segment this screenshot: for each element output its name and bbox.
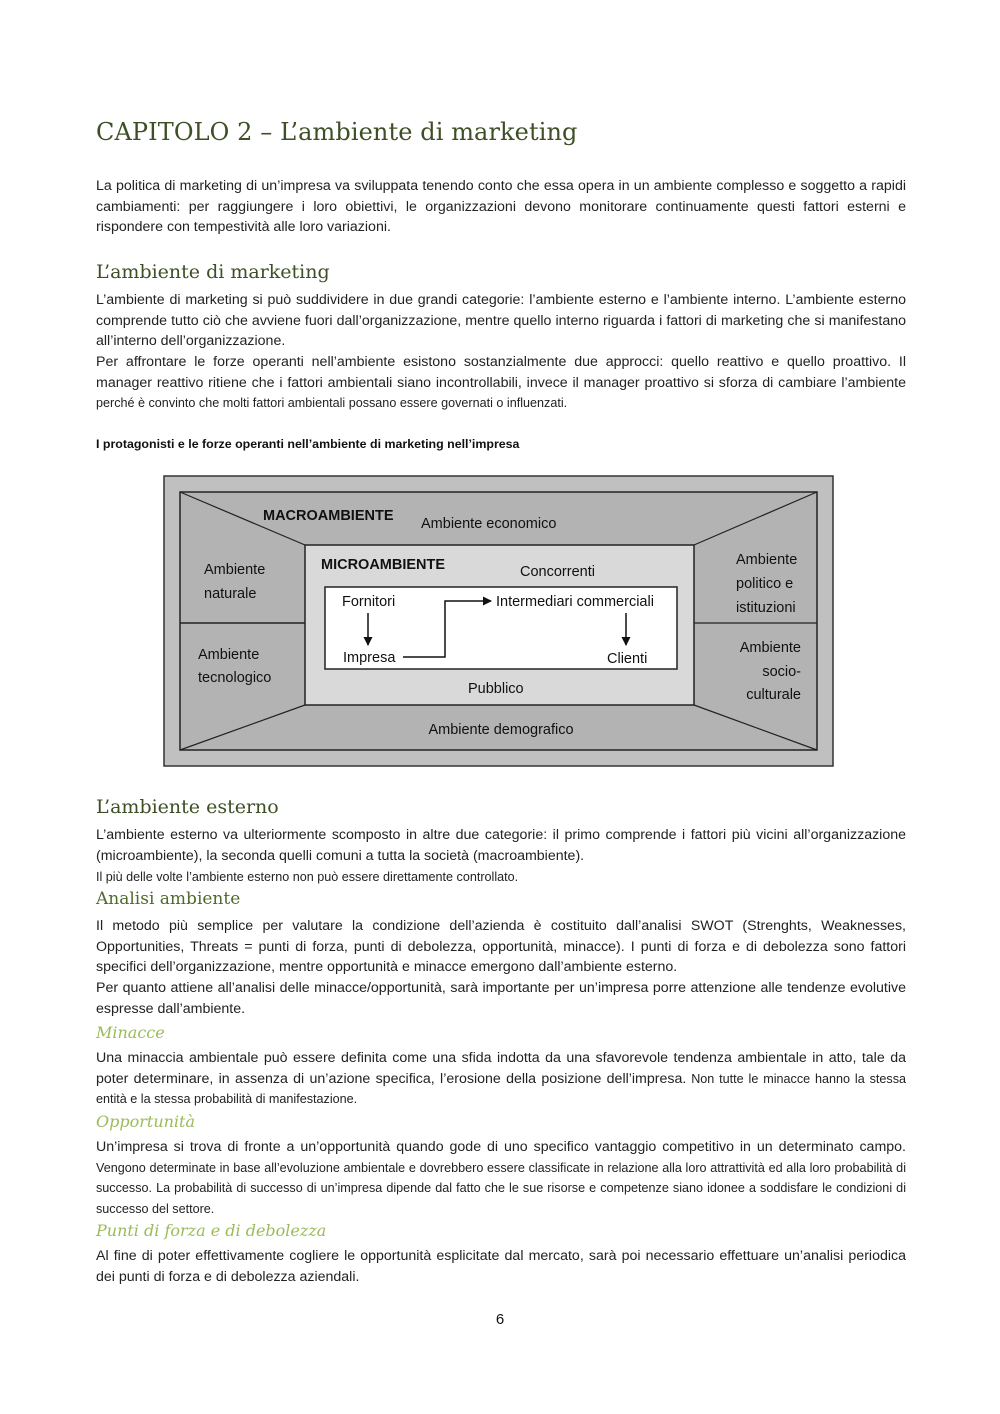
label-concorrenti: Concorrenti <box>520 564 595 580</box>
label-clienti: Clienti <box>607 651 648 667</box>
label-ambiente-tecnologico-2: tecnologico <box>198 670 272 686</box>
paragraph-ambiente-marketing-1: L’ambiente di marketing si può suddividere in due grandi categorie: l’ambiente esterno e l’ambiente interno. L’ambiente esterno comprende tutto ciò che avviene fuori dall’organizzazione, mentre quello interno riguarda i fattori di marketing che si manifestano all’interno dell’organizzazione. <box>96 292 906 349</box>
paragraph-analisi-2: Per quanto attiene all’analisi delle minacce/opportunità, sarà importante per un’impresa porre attenzione alle tendenze evolutive espresse dall’ambiente. <box>96 980 906 1017</box>
section-title-minacce: Minacce <box>96 1023 165 1042</box>
paragraph-ambiente-marketing-2-small: perché è convinto che molti fattori ambientali possano essere governati o influenzati. <box>96 396 568 410</box>
paragraph-minacce-small: Non tutte le minacce hanno la stessa entità e la stessa probabilità di manifestazione. <box>96 1071 906 1106</box>
page-number: 6 <box>495 1311 505 1328</box>
section-title-ambiente-esterno: L’ambiente esterno <box>96 796 279 818</box>
paragraph-opportunita <box>96 1137 906 1219</box>
label-pubblico: Pubblico <box>468 681 524 697</box>
label-fornitori: Fornitori <box>342 594 396 610</box>
label-ambiente-politico-3: istituzioni <box>736 600 796 616</box>
section-title-punti-forza-debolezza: Punti di forza e di debolezza <box>96 1221 327 1240</box>
chapter-title: CAPITOLO 2 – L’ambiente di marketing <box>96 118 578 146</box>
label-ambiente-naturale-2: naturale <box>204 586 257 602</box>
label-ambiente-socioculturale-1: Ambiente <box>739 640 801 656</box>
label-ambiente-demografico: Ambiente demografico <box>428 722 574 738</box>
paragraph-ambiente-marketing-2-main: Per affrontare le forze operanti nell’ambiente esistono sostanzialmente due approcci: quello reattivo e quello proattivo. Il manager reattivo ritiene che i fattori ambientali siano incontrollabili, invece il manager proattivo si sforza di cambiare l’ambiente <box>96 354 906 391</box>
paragraph-punti-forza-debolezza: Al fine di poter effettivamente cogliere le opportunità esplicitate dal mercato, sarà poi necessario effettuare un’analisi periodica dei punti di forza e di debolezza aziendali. <box>96 1248 906 1285</box>
label-ambiente-politico-2: politico e <box>736 576 794 592</box>
label-ambiente-socioculturale-2: socio- <box>762 664 801 680</box>
section-title-analisi-ambiente: Analisi ambiente <box>96 889 241 909</box>
paragraph-opportunita-small: Vengono determinate in base all’evoluzione ambientale e dovrebbero essere classificate in relazione alla loro attrattività ed alla loro probabilità di successo. La probabilità di successo di un’impresa dipende dal fatto che le sue risorse e competenze siano idonee a soddisfare le condizioni di successo del settore. <box>96 1160 906 1216</box>
label-impresa: Impresa <box>343 650 396 666</box>
paragraph-ambiente-esterno-1: L’ambiente esterno va ulteriormente scomposto in altre due categorie: il primo comprende i fattori più vicini all’organizzazione (microambiente), la seconda quelli comuni a tutta la società (macroambiente). <box>96 827 906 864</box>
figure-caption: I protagonisti e le forze operanti nell’ambiente di marketing nell’impresa <box>96 437 520 451</box>
label-ambiente-socioculturale-3: culturale <box>746 687 801 703</box>
marketing-environment-diagram <box>163 475 835 769</box>
label-macroambiente: MACROAMBIENTE <box>263 508 394 524</box>
label-ambiente-tecnologico-1: Ambiente <box>198 647 260 663</box>
paragraph-ambiente-esterno-2: Il più delle volte l’ambiente esterno non può essere direttamente controllato. <box>96 870 519 884</box>
label-microambiente: MICROAMBIENTE <box>321 557 446 573</box>
intro-paragraph: La politica di marketing di un’impresa va sviluppata tenendo conto che essa opera in un ambiente complesso e soggetto a rapidi cambiamenti: per raggiungere i loro obiettivi, le organizzazioni devono monitorare continuamente questi fattori esterni e rispondere con tempestività alle loro variazioni. <box>96 178 906 235</box>
label-ambiente-politico-1: Ambiente <box>736 552 798 568</box>
paragraph-minacce <box>96 1048 906 1110</box>
paragraph-analisi-1: Il metodo più semplice per valutare la condizione dell’azienda è costituito dall’analisi SWOT (Strenghts, Weaknesses, Opportunities, Threats = punti di forza, punti di debolezza, opportunità, minacce). I punti di forza e di debolezza sono fattori specifici dell’organizzazione, mentre opportunità e minacce emergono dall’ambiente esterno. <box>96 918 906 975</box>
paragraph-ambiente-marketing-2 <box>96 352 906 414</box>
section-title-ambiente-marketing: L’ambiente di marketing <box>96 261 330 283</box>
paragraph-minacce-main: Una minaccia ambientale può essere definita come una sfida indotta da una sfavorevole tendenza ambientale in atto, tale da poter determinare, in assenza di un’azione specifica, l’erosione della posizione dell’impresa. <box>96 1050 906 1087</box>
section-title-opportunita: Opportunità <box>96 1112 196 1131</box>
label-intermediari-commerciali: Intermediari commerciali <box>496 594 654 610</box>
label-ambiente-naturale-1: Ambiente <box>204 562 266 578</box>
paragraph-opportunita-main: Un’impresa si trova di fronte a un’opportunità quando gode di uno specifico vantaggio competitivo in un determinato campo. <box>96 1139 906 1155</box>
label-ambiente-economico: Ambiente economico <box>421 516 557 532</box>
